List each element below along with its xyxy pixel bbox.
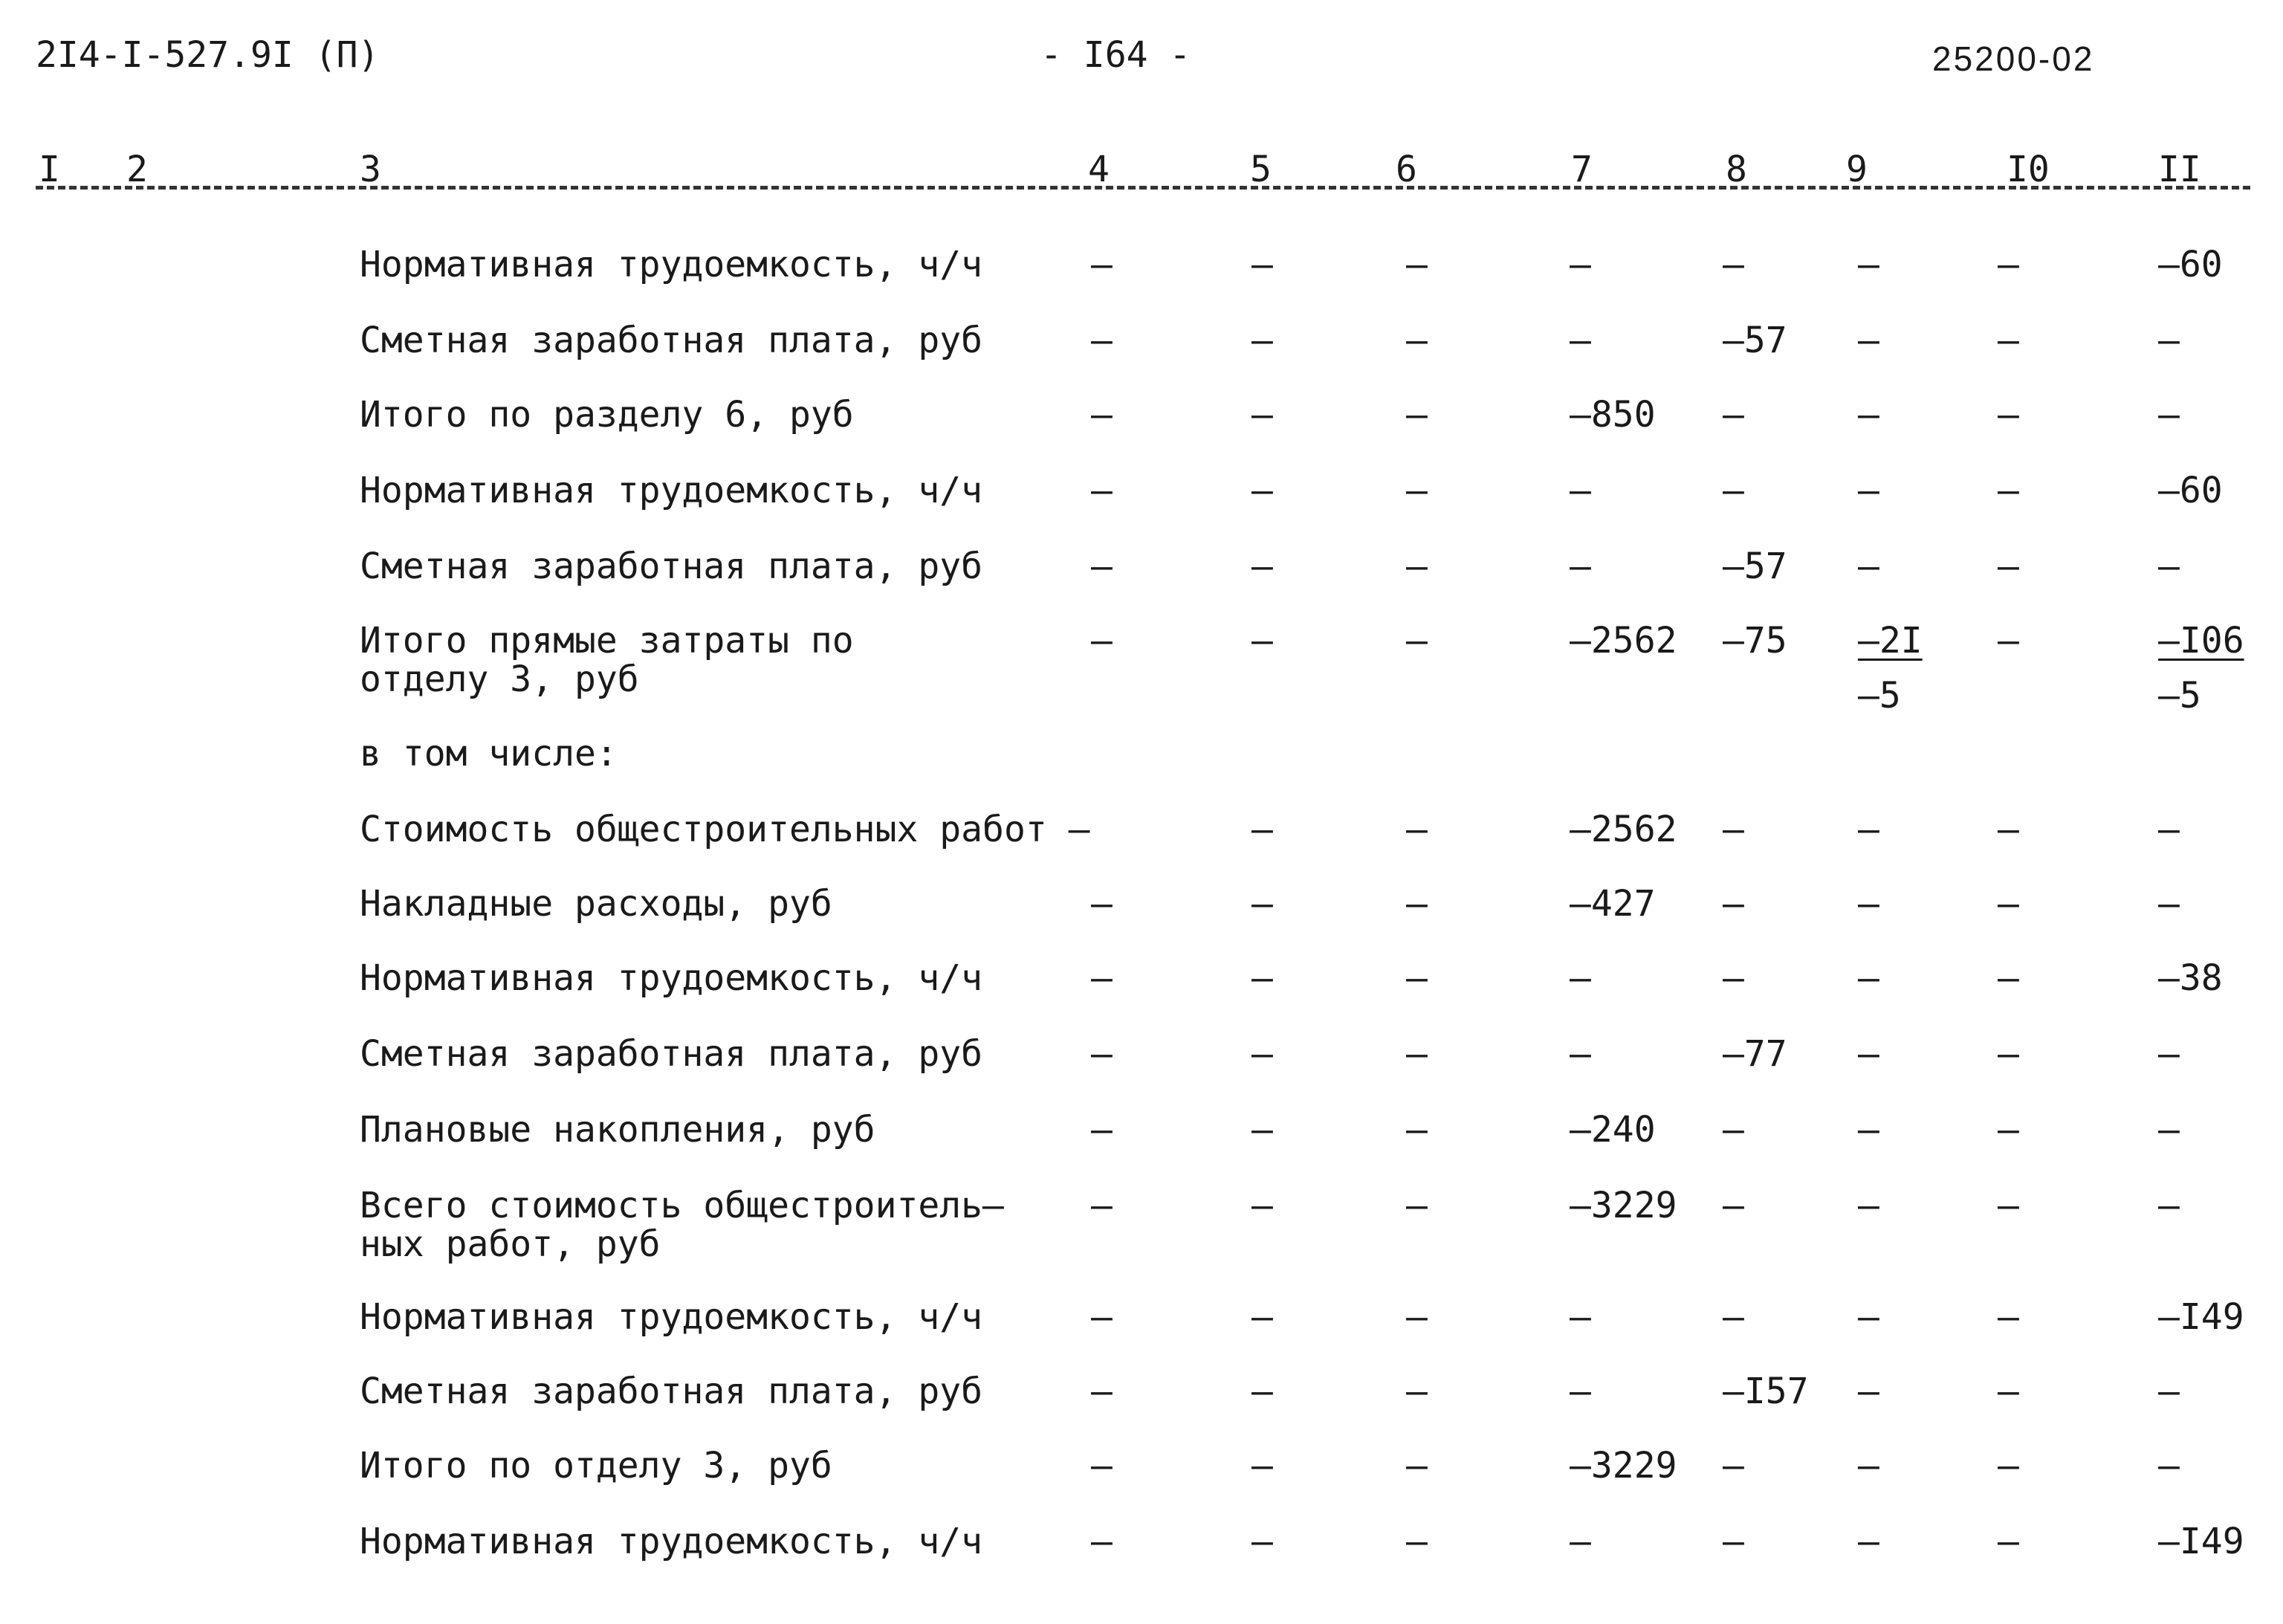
cell-c6: – [1406, 809, 1428, 850]
cell-c9: – [1858, 1033, 1879, 1075]
cell-c10: – [1998, 1109, 2019, 1151]
cell-c7: – [1570, 1371, 1591, 1412]
row-label [360, 395, 854, 434]
cell-c11-denominator: –5 [2158, 675, 2201, 716]
cell-c7: – [1570, 1521, 1591, 1562]
cell-c6: – [1406, 320, 1428, 361]
cell-c7: – [1570, 957, 1591, 999]
column-number: 4 [1088, 149, 1110, 190]
column-number: 7 [1571, 149, 1593, 190]
cell-c11: –I06 [2158, 620, 2244, 661]
cell-c8: – [1723, 1296, 1744, 1338]
cell-c9: – [1858, 809, 1879, 850]
column-number: I [39, 149, 60, 190]
row-label-line: Нормативная трудоемкость, ч/ч [360, 1521, 983, 1562]
row-label [360, 1298, 982, 1336]
cell-c10: – [1998, 394, 2019, 436]
cell-c4: – [1091, 1033, 1113, 1075]
cell-c9: – [1858, 1185, 1879, 1226]
row-label-line: в том числе: [360, 733, 618, 774]
cell-c6: – [1406, 620, 1428, 661]
cell-c11: – [2158, 1185, 2180, 1226]
cell-c6: – [1406, 1109, 1428, 1151]
cell-c8: – [1723, 1521, 1744, 1562]
cell-c11: – [2158, 1445, 2180, 1486]
cell-c8: –57 [1723, 546, 1787, 587]
column-number: 8 [1726, 149, 1747, 190]
cell-c6: – [1406, 1296, 1428, 1338]
cell-c5: – [1251, 957, 1273, 999]
cell-c8: – [1723, 1445, 1744, 1486]
column-number: 3 [360, 149, 381, 190]
column-number: 6 [1396, 149, 1417, 190]
cell-c8: –77 [1723, 1033, 1787, 1075]
row-label [360, 471, 982, 510]
cell-c7: –427 [1570, 883, 1656, 925]
row-label [360, 810, 1090, 849]
column-number: I0 [2007, 149, 2050, 190]
cell-c4: – [1091, 1521, 1113, 1562]
cell-c5: – [1251, 1033, 1273, 1075]
cell-c9: – [1858, 1445, 1879, 1486]
cell-c5: – [1251, 1185, 1273, 1226]
cell-c7: –3229 [1570, 1185, 1677, 1226]
cell-c7: – [1570, 1296, 1591, 1338]
cell-c4: – [1091, 1371, 1113, 1412]
cell-c5: – [1251, 1445, 1273, 1486]
cell-c10: – [1998, 1185, 2019, 1226]
row-label-line: Плановые накопления, руб [360, 1109, 875, 1151]
row-label-line: Итого прямые затраты по [360, 620, 854, 661]
row-label [360, 734, 618, 773]
cell-c10: – [1998, 883, 2019, 925]
cell-c8: –57 [1723, 320, 1787, 361]
cell-c5: – [1251, 320, 1273, 361]
row-label-line: Накладные расходы, руб [360, 883, 832, 925]
cell-c11: – [2158, 1371, 2180, 1412]
cell-c8: – [1723, 244, 1744, 285]
cell-c8: – [1723, 809, 1744, 850]
cell-c4: – [1091, 1109, 1113, 1151]
cell-c8: – [1723, 394, 1744, 436]
cell-c5: – [1251, 1371, 1273, 1412]
row-label-line: Всего стоимость общестроитель– [360, 1185, 1004, 1226]
row-label-line: Нормативная трудоемкость, ч/ч [360, 244, 983, 285]
row-label-line: Нормативная трудоемкость, ч/ч [360, 957, 983, 999]
cell-c10: – [1998, 244, 2019, 285]
cell-c10: – [1998, 957, 2019, 999]
cell-c5: – [1251, 1521, 1273, 1562]
cell-c7: – [1570, 320, 1591, 361]
cell-c11: – [2158, 1033, 2180, 1075]
cell-c5: – [1251, 1109, 1273, 1151]
cell-c10: – [1998, 1296, 2019, 1338]
cell-c10: – [1998, 320, 2019, 361]
cell-c9: – [1858, 1521, 1879, 1562]
cell-c4: – [1091, 883, 1113, 925]
cell-c9: – [1858, 1371, 1879, 1412]
row-label [360, 547, 982, 586]
row-label-line: Сметная заработная плата, руб [360, 320, 983, 361]
cell-c5: – [1251, 1296, 1273, 1338]
cell-c6: – [1406, 394, 1428, 436]
cell-c6: – [1406, 957, 1428, 999]
row-label [360, 1446, 832, 1485]
cell-c10: – [1998, 470, 2019, 511]
row-label [360, 621, 854, 699]
cell-c7: – [1570, 244, 1591, 285]
cell-c5: – [1251, 883, 1273, 925]
cell-c4: – [1091, 1445, 1113, 1486]
cell-c7: –2562 [1570, 620, 1677, 661]
cell-c9: – [1858, 546, 1879, 587]
cell-c6: – [1406, 244, 1428, 285]
row-label [360, 1372, 982, 1411]
cell-c7: –240 [1570, 1109, 1656, 1151]
row-label-line: Сметная заработная плата, руб [360, 1371, 983, 1412]
row-label [360, 1035, 982, 1073]
cell-c7: – [1570, 546, 1591, 587]
cell-c5: – [1251, 620, 1273, 661]
cell-c10: – [1998, 620, 2019, 661]
cell-c10: – [1998, 809, 2019, 850]
cell-c10: – [1998, 1371, 2019, 1412]
cell-c5: – [1251, 394, 1273, 436]
cell-c9: – [1858, 394, 1879, 436]
cell-c5: – [1251, 244, 1273, 285]
row-label [360, 959, 982, 997]
row-label [360, 321, 982, 360]
cell-c4: – [1091, 470, 1113, 511]
doc-code: 2I4-I-527.9I (П) [36, 34, 380, 76]
cell-c9: –2I [1858, 620, 1923, 661]
cell-c9: – [1858, 320, 1879, 361]
row-label-line: Стоимость общестроительных работ – [360, 809, 1090, 850]
cell-c7: – [1570, 470, 1591, 511]
cell-c6: – [1406, 883, 1428, 925]
column-number: 9 [1846, 149, 1868, 190]
cell-c11: – [2158, 1109, 2180, 1151]
column-number: 5 [1250, 149, 1272, 190]
row-label-line: отделу 3, руб [360, 659, 639, 700]
column-number: 2 [126, 149, 148, 190]
cell-c5: – [1251, 809, 1273, 850]
cell-c4: – [1091, 1296, 1113, 1338]
cell-c10: – [1998, 1033, 2019, 1075]
cell-c9: – [1858, 244, 1879, 285]
row-label [360, 1522, 982, 1561]
cell-c11: – [2158, 320, 2180, 361]
column-number: II [2158, 149, 2201, 190]
row-label-line: Нормативная трудоемкость, ч/ч [360, 1296, 983, 1338]
cell-c8: – [1723, 1109, 1744, 1151]
cell-c10: – [1998, 546, 2019, 587]
cell-c6: – [1406, 1521, 1428, 1562]
row-label-line: Итого по отделу 3, руб [360, 1445, 832, 1486]
cell-c9: – [1858, 470, 1879, 511]
cell-c9: – [1858, 1109, 1879, 1151]
doc-number: 25200-02 [1932, 39, 2095, 78]
cell-c11: – [2158, 883, 2180, 925]
cell-c6: – [1406, 546, 1428, 587]
cell-c6: – [1406, 1185, 1428, 1226]
cell-c10: – [1998, 1445, 2019, 1486]
cell-c8: – [1723, 1185, 1744, 1226]
cell-c4: – [1091, 244, 1113, 285]
cell-c7: –850 [1570, 394, 1656, 436]
cell-c6: – [1406, 470, 1428, 511]
cell-c11: –60 [2158, 244, 2223, 285]
row-label [360, 1186, 1004, 1264]
cell-c11: –60 [2158, 470, 2223, 511]
row-label-line: Нормативная трудоемкость, ч/ч [360, 470, 983, 511]
cell-c4: – [1091, 546, 1113, 587]
row-label-line: Сметная заработная плата, руб [360, 1033, 983, 1075]
cell-c11: –I49 [2158, 1296, 2244, 1338]
row-label [360, 245, 982, 284]
cell-c6: – [1406, 1033, 1428, 1075]
cell-c5: – [1251, 470, 1273, 511]
cell-c8: – [1723, 957, 1744, 999]
cell-c7: –3229 [1570, 1445, 1677, 1486]
cell-c8: –I57 [1723, 1371, 1809, 1412]
cell-c4: – [1091, 320, 1113, 361]
page-number: - I64 - [1040, 34, 1191, 76]
cell-c7: – [1570, 1033, 1591, 1075]
cell-c11: – [2158, 394, 2180, 436]
cell-c8: – [1723, 470, 1744, 511]
row-label [360, 884, 832, 923]
row-label-line: Сметная заработная плата, руб [360, 546, 983, 587]
cell-c11: –38 [2158, 957, 2223, 999]
cell-c4: – [1091, 957, 1113, 999]
cell-c11: –I49 [2158, 1521, 2244, 1562]
cell-c8: – [1723, 883, 1744, 925]
cell-c9: – [1858, 883, 1879, 925]
row-label [360, 1110, 875, 1149]
cell-c4: – [1091, 1185, 1113, 1226]
cell-c11: – [2158, 809, 2180, 850]
cell-c4: – [1091, 620, 1113, 661]
cell-c8: –75 [1723, 620, 1787, 661]
cell-c6: – [1406, 1445, 1428, 1486]
row-label-line: ных работ, руб [360, 1223, 661, 1265]
row-label-line: Итого по разделу 6, руб [360, 394, 854, 436]
cell-c4: – [1091, 394, 1113, 436]
cell-c9-denominator: –5 [1858, 675, 1901, 716]
cell-c9: – [1858, 957, 1879, 999]
cell-c5: – [1251, 546, 1273, 587]
cell-c7: –2562 [1570, 809, 1677, 850]
cell-c6: – [1406, 1371, 1428, 1412]
cell-c11: – [2158, 546, 2180, 587]
cell-c9: – [1858, 1296, 1879, 1338]
cell-c10: – [1998, 1521, 2019, 1562]
